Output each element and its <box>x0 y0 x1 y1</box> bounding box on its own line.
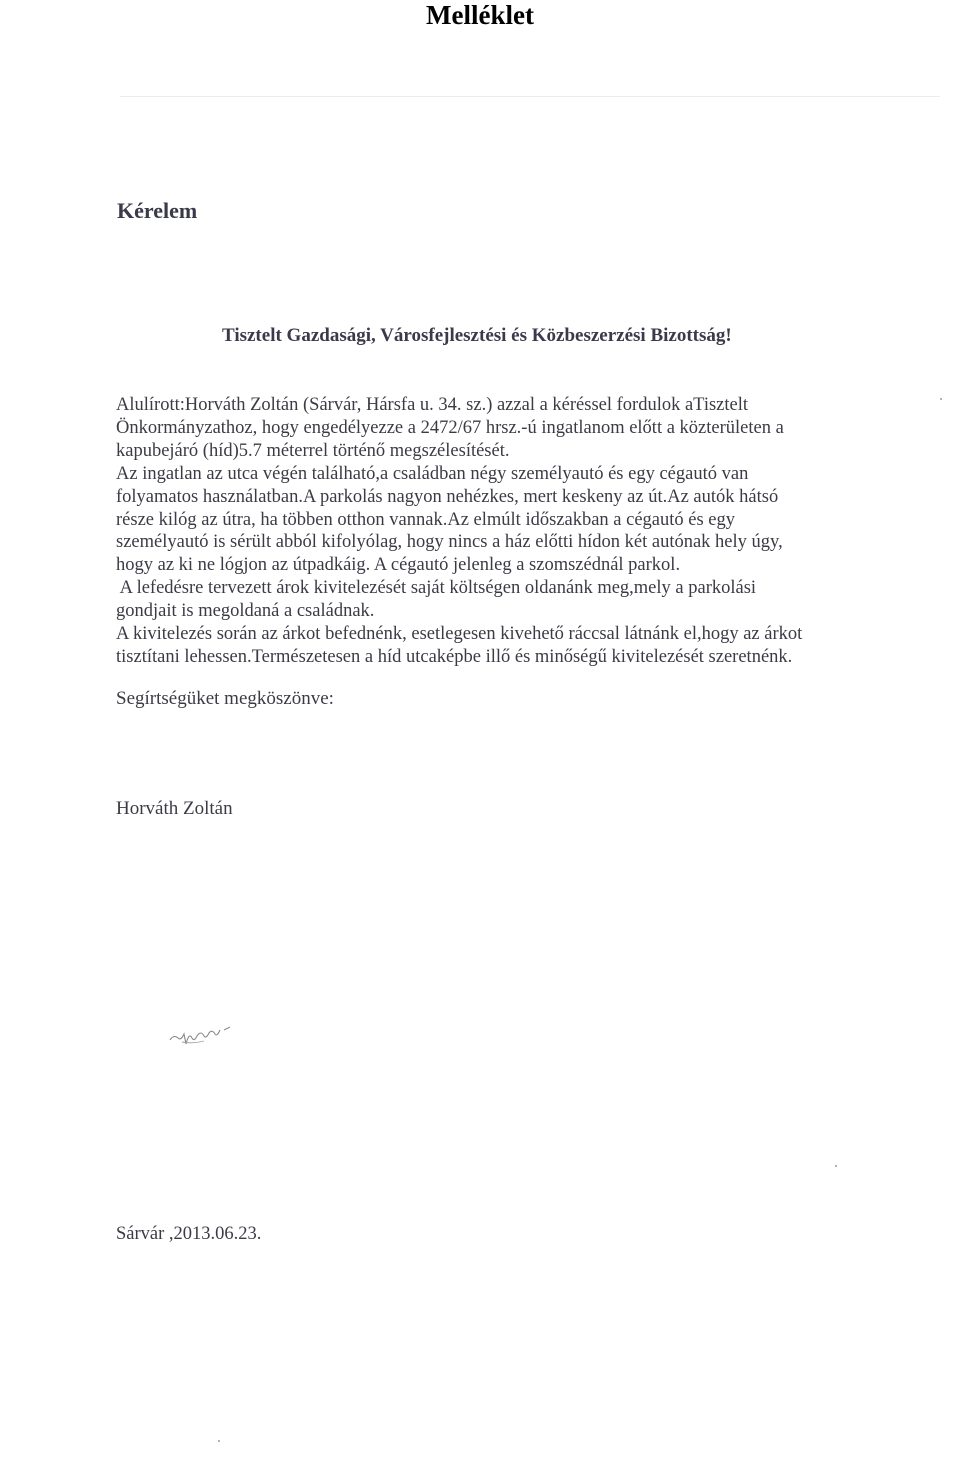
body-line: folyamatos használatban.A parkolás nagyon nehézkes, mert keskeny az út.Az autók hátsó <box>116 486 779 507</box>
handwritten-signature <box>168 1022 238 1048</box>
body-line: A kivitelezés során az árkot befednénk, esetlegesen kivehető ráccsal látnánk el,hogy az árkot <box>116 624 803 645</box>
scan-artifact-line <box>120 96 940 97</box>
scan-speck <box>218 1440 220 1442</box>
body-line: gondjait is megoldaná a családnak. <box>116 601 375 622</box>
body-line: Önkormányzathoz, hogy engedélyezze a 2472/67 hrsz.-ú ingatlanom előtt a közterületen a <box>116 417 784 438</box>
body-line: hogy az ki ne lógjon az útpadkáig. A cégautó jelenleg a szomszédnál parkol. <box>116 555 681 576</box>
document-title: Kérelem <box>117 198 198 223</box>
scan-speck <box>940 398 942 400</box>
body-line: Alulírott:Horváth Zoltán (Sárvár, Hársfa u. 34. sz.) azzal a kéréssel fordulok aTisztelt <box>116 395 749 415</box>
body-line: része kilóg az útra, ha többen otthon vannak.Az elmúlt időszakban a cégautó és egy <box>116 509 736 530</box>
body-line: A lefedésre tervezett árok kivitelezését saját költségen oldanánk meg,mely a parkolási <box>116 578 757 599</box>
body-line: kapubejáró (híd)5.7 méterrel történő megszélesítését. <box>116 440 510 461</box>
signer-name: Horváth Zoltán <box>116 798 233 819</box>
closing-line: Segírtségüket megköszönve: <box>116 688 334 709</box>
body-line: tisztítani lehessen.Természetesen a híd utcaképbe illő és minőségű kivitelezését szeretnénk. <box>116 646 793 667</box>
body-line: Az ingatlan az utca végén található,a családban négy személyautó és egy cégautó van <box>116 463 749 484</box>
body-line: személyautó is sérült abból kifolyólag, hogy nincs a ház előtti hídon két autónak hely úgy, <box>116 532 783 553</box>
scan-speck <box>835 1165 837 1167</box>
place-and-date: Sárvár ,2013.06.23. <box>116 1224 262 1244</box>
addressee-line: Tisztelt Gazdasági, Városfejlesztési és Közbeszerzési Bizottság! <box>222 325 732 346</box>
page-header-title: Melléklet <box>426 0 534 30</box>
letter-body <box>116 394 856 669</box>
